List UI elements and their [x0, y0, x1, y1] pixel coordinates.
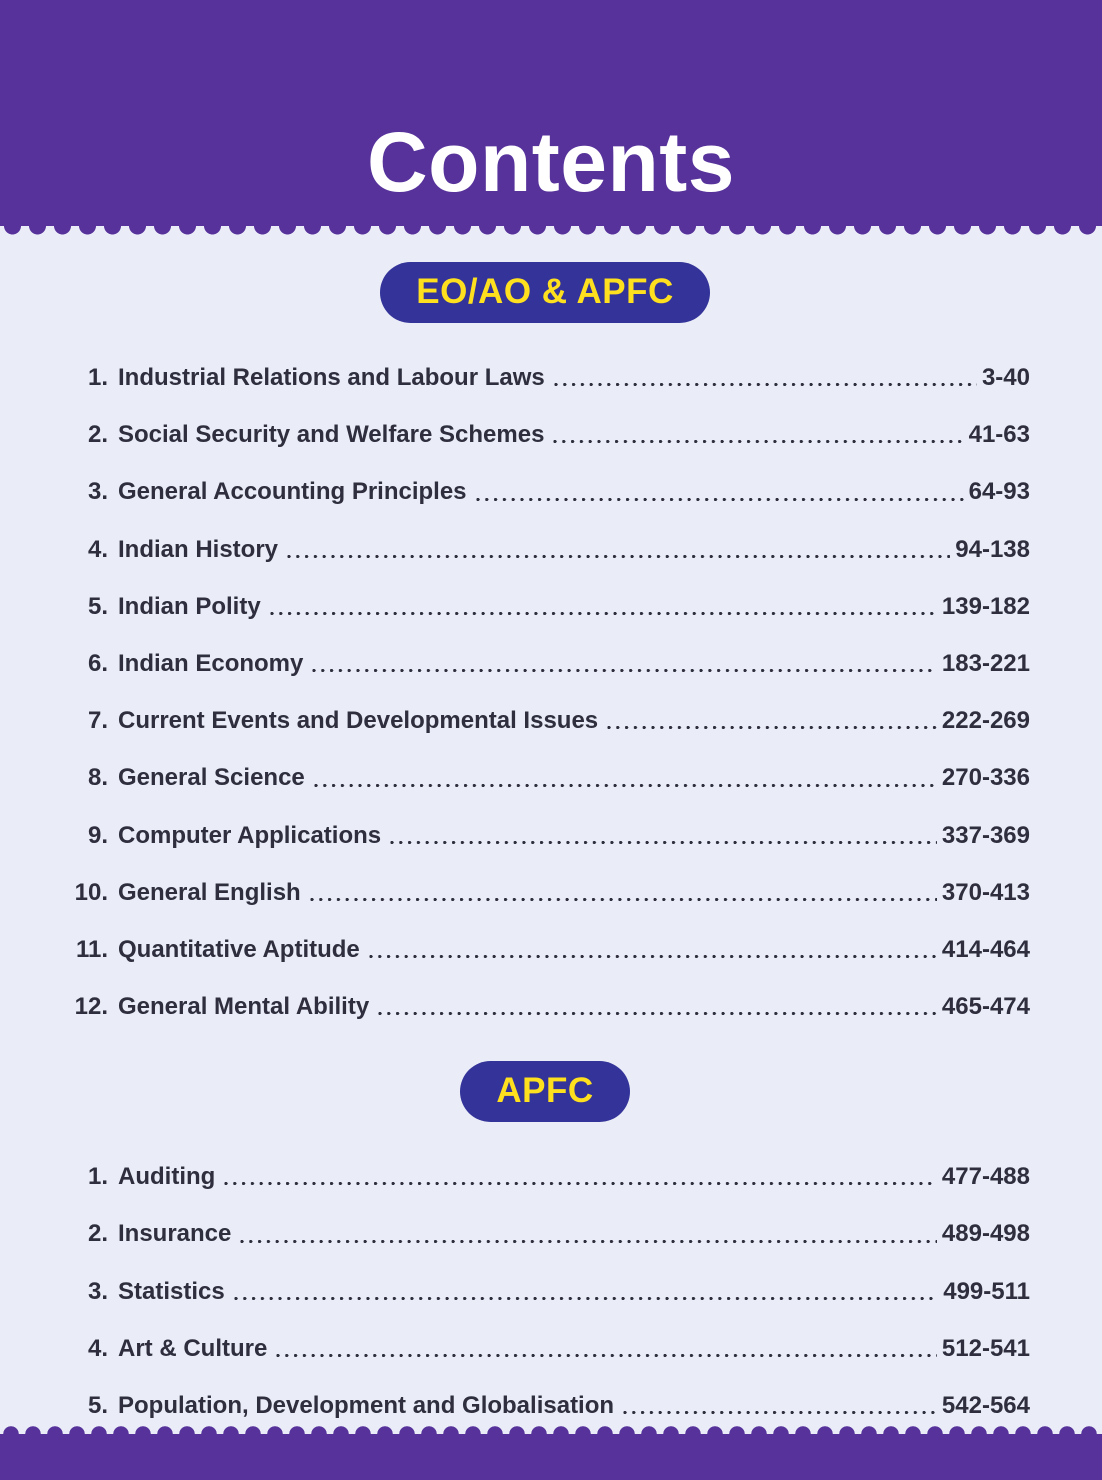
page-range: 337-369	[941, 821, 1030, 849]
chapter-title: Computer Applications	[118, 821, 382, 849]
page-range: 477-488	[941, 1163, 1030, 1191]
page-range: 499-511	[943, 1277, 1030, 1305]
toc-row	[60, 880, 1030, 905]
toc-list	[60, 365, 1030, 1019]
chapter-title: Auditing	[118, 1163, 216, 1191]
dotted-leader	[232, 1296, 939, 1301]
toc-row	[60, 937, 1030, 962]
dotted-leader	[376, 1011, 937, 1016]
toc-row	[60, 823, 1030, 848]
dotted-leader	[552, 382, 977, 387]
chapter-title: Population, Development and Globalisation	[118, 1392, 615, 1419]
page-range: 489-498	[941, 1220, 1030, 1248]
chapter-number: 4.	[87, 535, 108, 563]
dotted-leader	[310, 668, 937, 673]
page-range: 512-541	[941, 1334, 1030, 1362]
chapter-title: Industrial Relations and Labour Laws	[118, 364, 545, 391]
dotted-leader	[621, 1410, 937, 1415]
scallop-edge-bottom	[0, 1422, 1102, 1434]
chapter-title: Indian Economy	[118, 649, 304, 677]
chapter-title: Current Events and Developmental Issues	[118, 707, 599, 735]
chapter-number: 4.	[87, 1334, 108, 1362]
dotted-leader	[268, 611, 937, 616]
chapter-number: 3.	[87, 478, 108, 506]
chapter-number: 5.	[87, 592, 108, 620]
toc-row	[60, 1164, 1030, 1189]
chapter-number: 5.	[87, 1392, 108, 1419]
chapter-title: General Accounting Principles	[118, 478, 467, 506]
toc-row	[60, 994, 1030, 1019]
page-range: 542-564	[941, 1392, 1030, 1419]
toc-row	[60, 651, 1030, 676]
toc-row	[60, 1221, 1030, 1246]
page-title: Contents	[367, 115, 735, 209]
chapter-number: 6.	[87, 649, 108, 677]
chapter-title: Social Security and Welfare Schemes	[118, 421, 545, 449]
toc-row	[60, 765, 1030, 790]
chapter-title: General Science	[118, 764, 305, 792]
chapter-number: 8.	[87, 764, 108, 792]
toc-row	[60, 537, 1030, 562]
dotted-leader	[551, 439, 963, 444]
page-range: 270-336	[941, 764, 1030, 792]
toc-row	[60, 422, 1030, 447]
chapter-number: 2.	[87, 421, 108, 449]
toc-row	[60, 365, 1030, 390]
chapter-number: 2.	[87, 1220, 108, 1248]
page-range: 94-138	[955, 535, 1030, 563]
chapter-title: Art & Culture	[118, 1334, 268, 1362]
page-range: 222-269	[941, 707, 1030, 735]
chapter-number: 12.	[74, 993, 108, 1021]
page-range: 3-40	[981, 364, 1030, 391]
toc-row	[60, 1393, 1030, 1418]
chapter-title: Indian History	[118, 535, 279, 563]
chapter-title: General English	[118, 878, 301, 906]
dotted-leader	[388, 840, 937, 845]
dotted-leader	[605, 725, 937, 730]
page-range: 465-474	[941, 993, 1030, 1021]
chapter-number: 7.	[87, 707, 108, 735]
page-range: 414-464	[941, 935, 1030, 963]
page-range: 64-93	[968, 478, 1030, 506]
toc-row	[60, 594, 1030, 619]
table-of-contents	[0, 262, 1102, 1422]
chapter-number: 10.	[74, 878, 108, 906]
chapter-number: 1.	[87, 1163, 108, 1191]
header-band	[0, 0, 1102, 226]
dotted-leader	[238, 1239, 937, 1244]
scallop-edge-top	[0, 226, 1102, 240]
chapter-number: 1.	[87, 364, 108, 391]
toc-row	[60, 1336, 1030, 1361]
chapter-title: Insurance	[118, 1220, 232, 1248]
toc-list	[60, 1164, 1030, 1418]
page-range: 370-413	[941, 878, 1030, 906]
toc-row	[60, 708, 1030, 733]
page-range: 41-63	[968, 421, 1030, 449]
chapter-number: 9.	[87, 821, 108, 849]
dotted-leader	[474, 497, 964, 502]
footer-band	[0, 1434, 1102, 1480]
dotted-leader	[274, 1353, 937, 1358]
chapter-number: 11.	[75, 935, 108, 963]
page-range: 183-221	[941, 649, 1030, 677]
chapter-number: 3.	[87, 1277, 108, 1305]
chapter-title: Quantitative Aptitude	[118, 935, 360, 963]
dotted-leader	[222, 1181, 937, 1186]
dotted-leader	[312, 783, 937, 788]
page-range: 139-182	[941, 592, 1030, 620]
section-badge: APFC	[460, 1061, 629, 1122]
chapter-title: General Mental Ability	[118, 993, 370, 1021]
dotted-leader	[308, 897, 937, 902]
dotted-leader	[367, 954, 937, 959]
chapter-title: Statistics	[118, 1277, 225, 1305]
chapter-title: Indian Polity	[118, 592, 261, 620]
toc-row	[60, 1279, 1030, 1304]
toc-row	[60, 479, 1030, 504]
dotted-leader	[285, 554, 950, 559]
section-badge: EO/AO & APFC	[380, 262, 710, 323]
